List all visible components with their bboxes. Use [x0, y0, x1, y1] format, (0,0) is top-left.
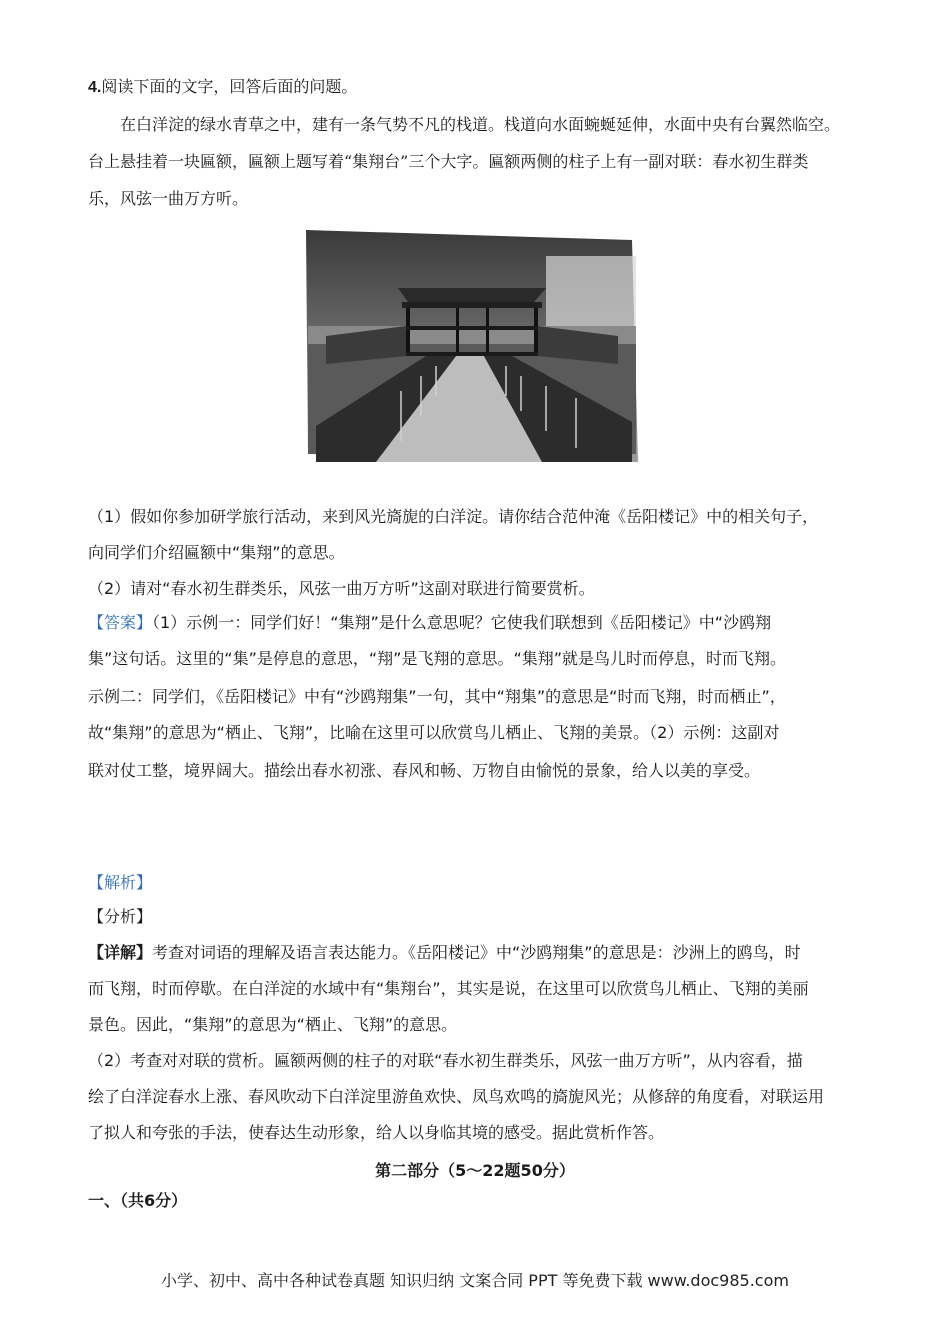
question-prompt: 阅读下面的文字，回答后面的问题。 — [101, 77, 358, 96]
detail-text-1: 考查对词语的理解及语言表达能力。《岳阳楼记》中“沙鸥翔集”的意思是：沙洲上的鸥鸟，时 — [152, 943, 801, 962]
detail-line-6: 了拟人和夸张的手法，使春达生动形象，给人以身临其境的感受。据此赏析作答。 — [88, 1123, 665, 1142]
section-subtitle: 一、（共6分） — [88, 1191, 188, 1210]
detail-line-4: （2）考查对对联的赏析。匾额两侧的柱子的对联“春水初生群类乐，风弦一曲万方听”，从内容看，描 — [88, 1051, 803, 1070]
detail-line-2: 而飞翔，时而停歇。在白洋淀的水域中有“集翔台”，其实是说，在这里可以欣赏鸟儿栖止、飞翔的美丽 — [88, 979, 809, 998]
question-heading — [88, 76, 357, 99]
fenxi-tag: 【分析】 — [88, 907, 153, 926]
passage-line-2: 台上悬挂着一块匾额，匾额上题写着“集翔台”三个大字。匾额两侧的柱子上有一副对联：春水初生群类 — [88, 152, 809, 171]
sub-question-2: （2）请对“春水初生群类乐，风弦一曲万方听”这副对联进行简要赏析。 — [88, 579, 595, 598]
answer-line-1 — [88, 612, 771, 634]
detail-tag: 【详解】 — [88, 943, 153, 962]
passage-line-3: 乐，风弦一曲万方听。 — [88, 189, 249, 208]
section-title: 第二部分（5～22题50分） — [375, 1161, 575, 1180]
answer-line-5: 联对仗工整，境界阔大。描绘出春水初涨、春风和畅、万物自由愉悦的景象，给人以美的享受。 — [88, 761, 761, 780]
answer-line-3: 示例二：同学们，《岳阳楼记》中有“沙鸥翔集”一句，其中“翔集”的意思是“时而飞翔，时而栖止”， — [88, 687, 786, 706]
question-number: 4. — [88, 79, 102, 96]
answer-text-1: （1）示例一：同学们好！“集翔”是什么意思呢？它使我们联想到《岳阳楼记》中“沙鸥翔 — [152, 613, 772, 632]
answer-tag: 【答案】 — [88, 613, 153, 632]
detail-line-1 — [88, 942, 801, 964]
detail-line-3: 景色。因此，“集翔”的意思为“栖止、飞翔”的意思。 — [88, 1015, 458, 1034]
sub-question-1-line-2: 向同学们介绍匾额中“集翔”的意思。 — [88, 543, 345, 562]
page-footer: 小学、初中、高中各种试卷真题 知识归纳 文案合同 PPT 等免费下载 www.doc985.com — [161, 1271, 789, 1290]
answer-line-2: 集”这句话。这里的“集”是停息的意思，“翔”是飞翔的意思。“集翔”就是鸟儿时而停息，时而飞翔。 — [88, 649, 787, 668]
detail-line-5: 绘了白洋淀春水上涨、春风吹动下白洋淀里游鱼欢快、凤鸟欢鸣的旖旎风光；从修辞的角度看，对联运用 — [88, 1087, 825, 1106]
analysis-tag: 【解析】 — [88, 873, 153, 892]
passage-line-1: 在白洋淀的绿水青草之中，建有一条气势不凡的栈道。栈道向水面蜿蜒延伸，水面中央有台翼然临空。 — [120, 115, 841, 134]
boardwalk-pavilion-photo — [306, 226, 638, 462]
answer-line-4: 故“集翔”的意思为“栖止、飞翔”，比喻在这里可以欣赏鸟儿栖止、飞翔的美景。（2）示例：这副对 — [88, 723, 780, 742]
sub-question-1-line-1: （1）假如你参加研学旅行活动，来到风光旖旎的白洋淀。请你结合范仲淹《岳阳楼记》中的相关句子， — [88, 507, 819, 526]
